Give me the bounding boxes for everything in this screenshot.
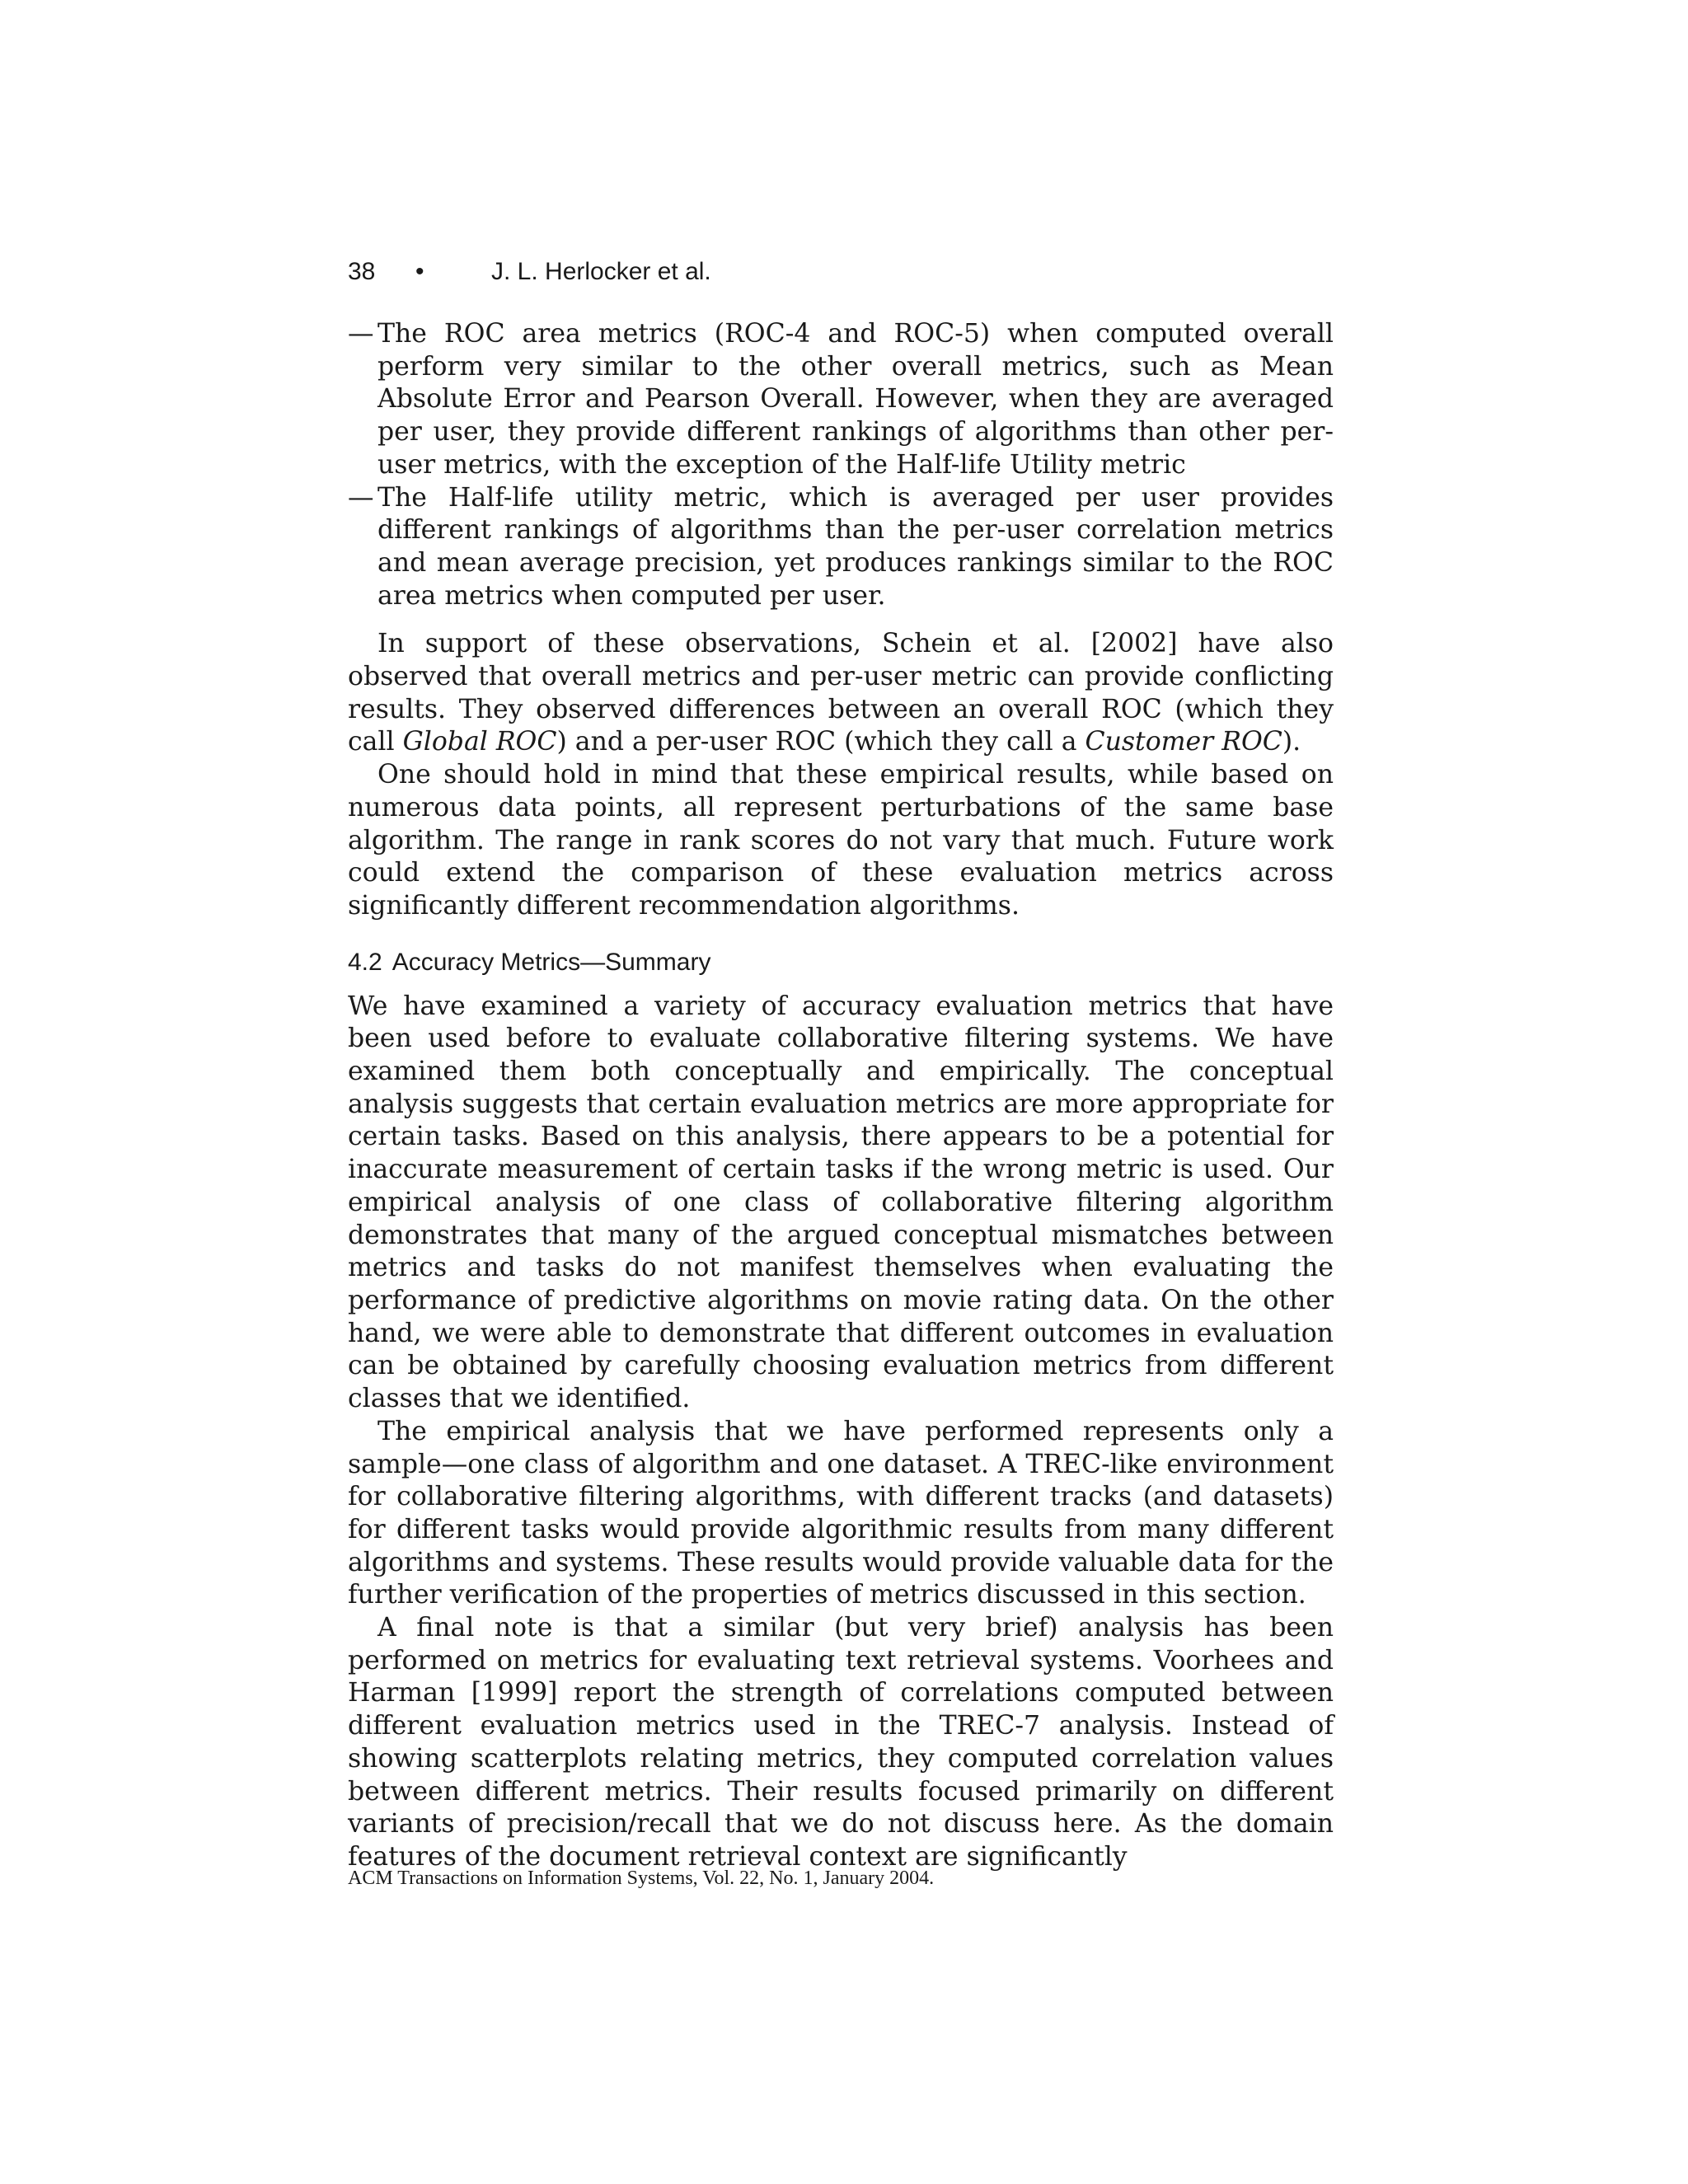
header-authors: J. L. Herlocker et al. [491, 258, 711, 285]
paragraph-text-retrieval: A final note is that a similar (but very brief) analysis has been performed on metrics for evaluating text retrieval systems. Voorhees and Harman [1999] report the strength of correlations computed between different evaluation metrics used in the TREC-7 analysis. Instead of showing scatterplots relating metrics, they computed correlation values between different metrics. Their results focused primarily on different variants of precision/recall that we do not discuss here. As the domain features of the document retrieval context are significantly [348, 1613, 1334, 1872]
dash-marker: — [348, 319, 374, 349]
paragraph-summary: We have examined a variety of accuracy evaluation metrics that have been used before to evaluate collaborative filtering systems. We have examined them both conceptually and empirically. The conceptual analysis suggests that certain evaluation metrics are more appropriate for certain tasks. Based on this analysis, there appears to be a potential for inaccurate measurement of certain tasks if the wrong metric is used. Our empirical analysis of one class of collaborative filtering algorithm demonstrates that many of the argued conceptual mismatches between metrics and tasks do not manifest themselves when evaluating the performance of predictive algorithms on movie rating data. On the other hand, we were able to demonstrate that different outcomes in evaluation can be obtained by carefully choosing evaluation metrics from different classes that we identified. [348, 991, 1334, 1414]
page-number: 38 [348, 258, 376, 285]
paragraph-schein-support [348, 628, 1334, 759]
section-heading [348, 948, 1334, 977]
observation-item-roc [348, 318, 1334, 482]
running-head [348, 257, 711, 287]
paragraph-text: ). [1282, 727, 1301, 757]
italic-term-global-roc: Global ROC [402, 727, 557, 757]
paragraph-empirical-caveat: One should hold in mind that these empirical results, while based on numerous data points, all represent perturbations of the same base algorithm. The range in rank scores do not vary that much. Future work could extend the comparison of these evaluation metrics across significantly different recommendation algorithms. [348, 760, 1334, 921]
header-bullet: • [415, 258, 424, 285]
paragraph-text: In support of these observations, Schein et al. [2002] have also observed that overall metrics and per-user metric can provide conflicting results. They observed differences between an overall ROC (which they call [348, 629, 1334, 757]
paragraph-text: ) and a per-user ROC (which they call a [556, 727, 1085, 757]
observation-text: The ROC area metrics (ROC-4 and ROC-5) when computed overall perform very similar to the other overall metrics, such as Mean Absolute Error and Pearson Overall. However, when they are averaged per user, they provide different rankings of algorithms than other per-user metrics, with the exception of the Half-life Utility metric [377, 319, 1334, 480]
body-text [348, 318, 1334, 1874]
observation-list [348, 318, 1334, 612]
observation-text: The Half-life utility metric, which is averaged per user provides different rankings of algorithms than the per-user correlation metrics and mean average precision, yet produces rankings similar to the ROC area metrics when computed per user. [377, 482, 1334, 611]
italic-term-customer-roc: Customer ROC [1085, 727, 1282, 757]
paragraph-trec-environment: The empirical analysis that we have performed represents only a sample—one class of algorithm and one dataset. A TREC-like environment for collaborative filtering algorithms, with different tracks (and datasets) for different tasks would provide algorithmic results from many different algorithms and systems. These results would provide valuable data for the further verification of the properties of metrics discussed in this section. [348, 1416, 1334, 1610]
observation-item-half-life [348, 482, 1334, 613]
journal-footer: ACM Transactions on Information Systems, Vol. 22, No. 1, January 2004. [348, 1868, 935, 1889]
section-title: Accuracy Metrics—Summary [392, 948, 711, 976]
section-number: 4.2 [348, 948, 382, 976]
dash-marker: — [348, 482, 374, 513]
